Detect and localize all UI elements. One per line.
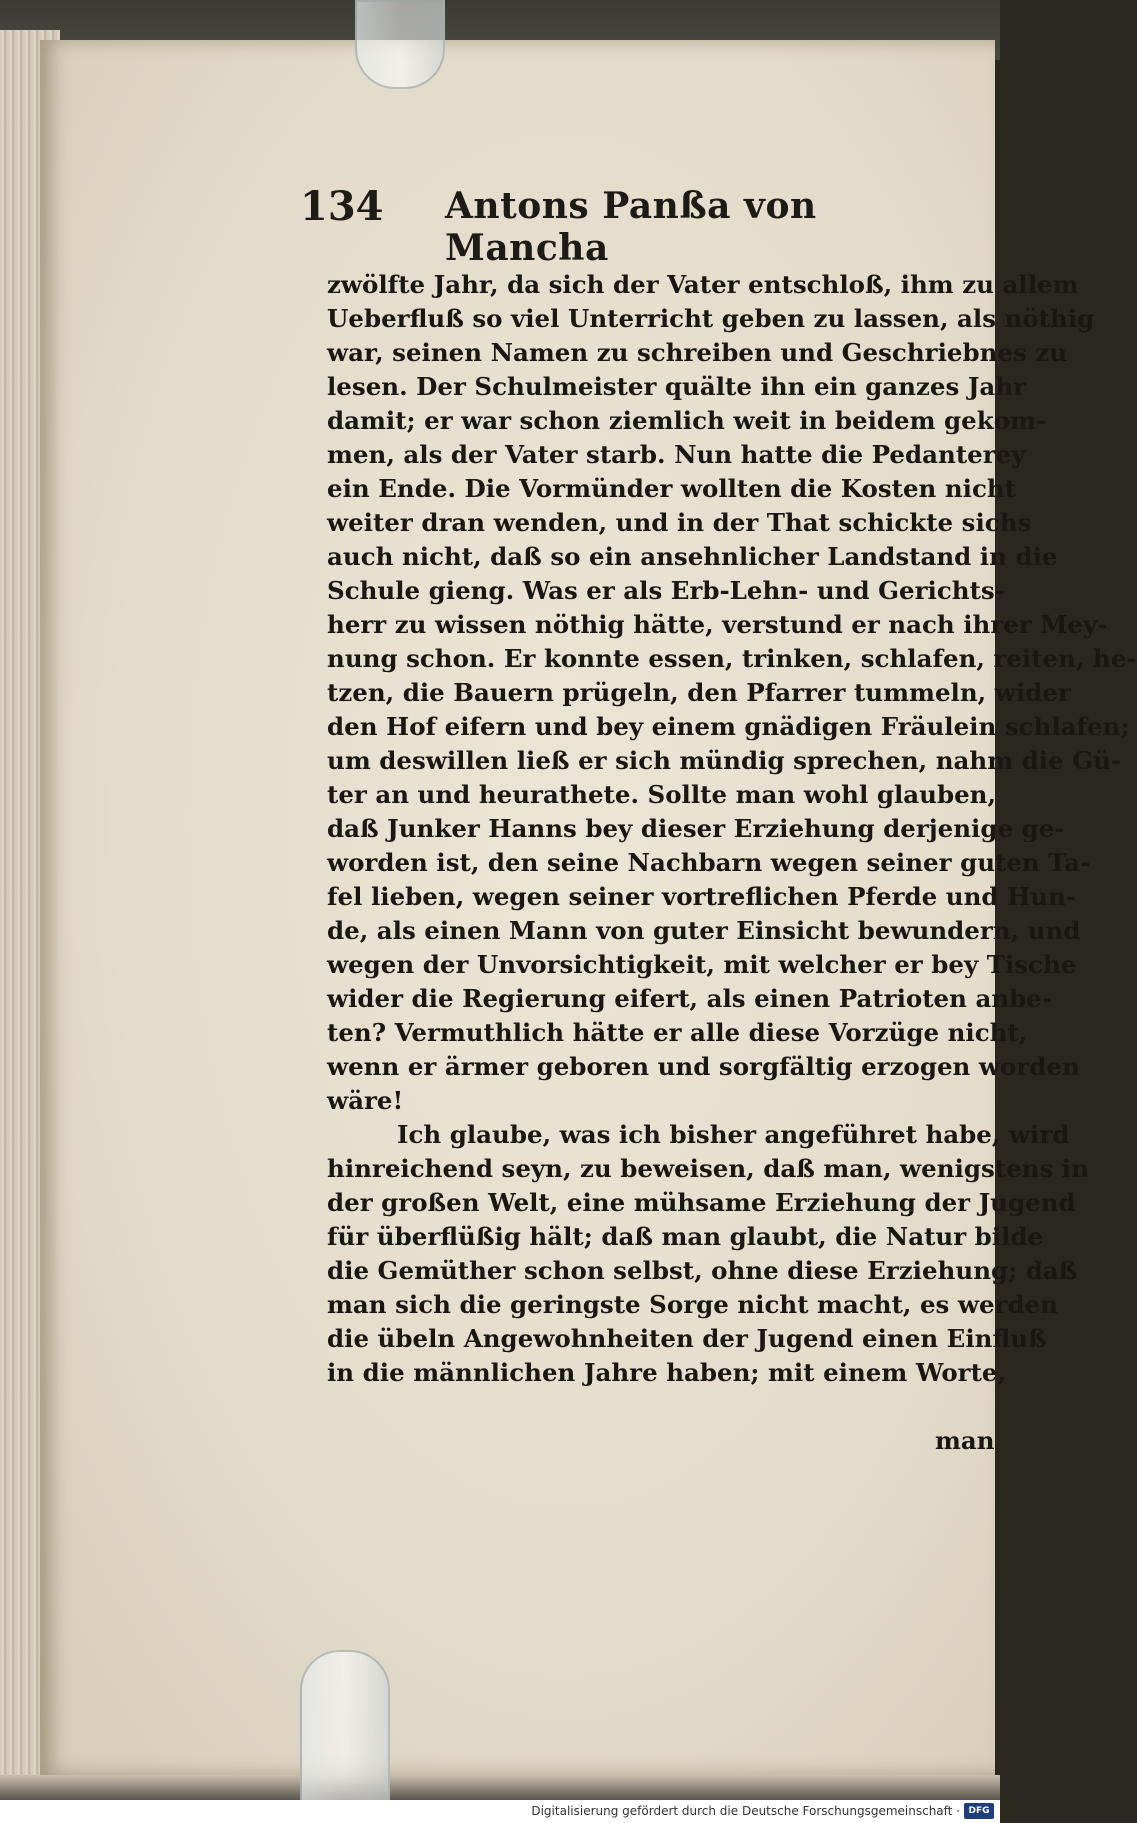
footer-credit: Digitalisierung gefördert durch die Deutsche Forschungsgemeinschaft · (531, 1804, 960, 1818)
text-line: wenn er ärmer geboren und sorgfältig erzogen worden (327, 1052, 1080, 1081)
plastic-clip-bottom (300, 1650, 390, 1804)
text-line: ten? Vermuthlich hätte er alle diese Vorzüge nicht, (327, 1018, 1028, 1047)
text-line: wegen der Unvorsichtigkeit, mit welcher er bey Tische (327, 950, 1077, 979)
text-line: ter an und heurathete. Sollte man wohl glauben, (327, 780, 997, 809)
text-line: damit; er war schon ziemlich weit in beidem gekom- (327, 406, 1047, 435)
running-title: Antons Panßa von Mancha (445, 185, 817, 269)
text-line: man sich die geringste Sorge nicht macht, es werden (327, 1290, 1058, 1319)
text-line: tzen, die Bauern prügeln, den Pfarrer tummeln, wider (327, 678, 1071, 707)
text-line: war, seinen Namen zu schreiben und Geschriebnes zu (327, 338, 1068, 367)
text-line: die übeln Angewohnheiten der Jugend einen Einfluß (327, 1324, 1047, 1353)
text-line: weiter dran wenden, und in der That schickte sichs (327, 508, 1032, 537)
dfg-logo: DFG (964, 1803, 994, 1819)
text-line: für überflüßig hält; daß man glaubt, die Natur bilde (327, 1222, 1044, 1251)
text-line: der großen Welt, eine mühsame Erziehung der Jugend (327, 1188, 1076, 1217)
text-line: fel lieben, wegen seiner vortreflichen Pferde und Hun- (327, 882, 1077, 911)
page-header (300, 183, 990, 269)
text-line: ein Ende. Die Vormünder wollten die Kosten nicht (327, 474, 1017, 503)
text-line: Ueberfluß so viel Unterricht geben zu lassen, als nöthig (327, 304, 1095, 333)
text-line: wäre! (327, 1086, 404, 1115)
text-line: um deswillen ließ er sich mündig sprechen, nahm die Gü- (327, 746, 1122, 775)
text-line: de, als einen Mann von guter Einsicht bewundern, und (327, 916, 1081, 945)
text-line: nung schon. Er konnte essen, trinken, schlafen, reiten, he- (327, 644, 1137, 673)
text-line: worden ist, den seine Nachbarn wegen seiner guten Ta- (327, 848, 1091, 877)
body-text (327, 268, 1137, 1390)
text-line: wider die Regierung eifert, als einen Patrioten anbe- (327, 984, 1053, 1013)
text-line: herr zu wissen nöthig hätte, verstund er nach ihrer Mey- (327, 610, 1108, 639)
text-line: men, als der Vater starb. Nun hatte die Pedanterey (327, 440, 1026, 469)
text-line: Schule gieng. Was er als Erb-Lehn- und Gerichts- (327, 576, 1005, 605)
page-number: 134 (300, 183, 384, 230)
plastic-clip-top (355, 0, 445, 89)
catchword: man (935, 1426, 995, 1455)
text-line: Ich glaube, was ich bisher angeführet habe, wird (397, 1120, 1070, 1149)
text-line: die Gemüther schon selbst, ohne diese Erziehung; daß (327, 1256, 1078, 1285)
digitization-footer (0, 1800, 1000, 1823)
text-line: auch nicht, daß so ein ansehnlicher Landstand in die (327, 542, 1058, 571)
text-line: lesen. Der Schulmeister quälte ihn ein ganzes Jahr (327, 372, 1027, 401)
text-line: den Hof eifern und bey einem gnädigen Fräulein schlafen; (327, 712, 1130, 741)
text-line: in die männlichen Jahre haben; mit einem Worte, (327, 1358, 1007, 1387)
scan-background-bottom (0, 1775, 1000, 1800)
text-line: zwölfte Jahr, da sich der Vater entschloß, ihm zu allem (327, 270, 1079, 299)
text-line: hinreichend seyn, zu beweisen, daß man, wenigstens in (327, 1154, 1089, 1183)
text-line: daß Junker Hanns bey dieser Erziehung derjenige ge- (327, 814, 1065, 843)
